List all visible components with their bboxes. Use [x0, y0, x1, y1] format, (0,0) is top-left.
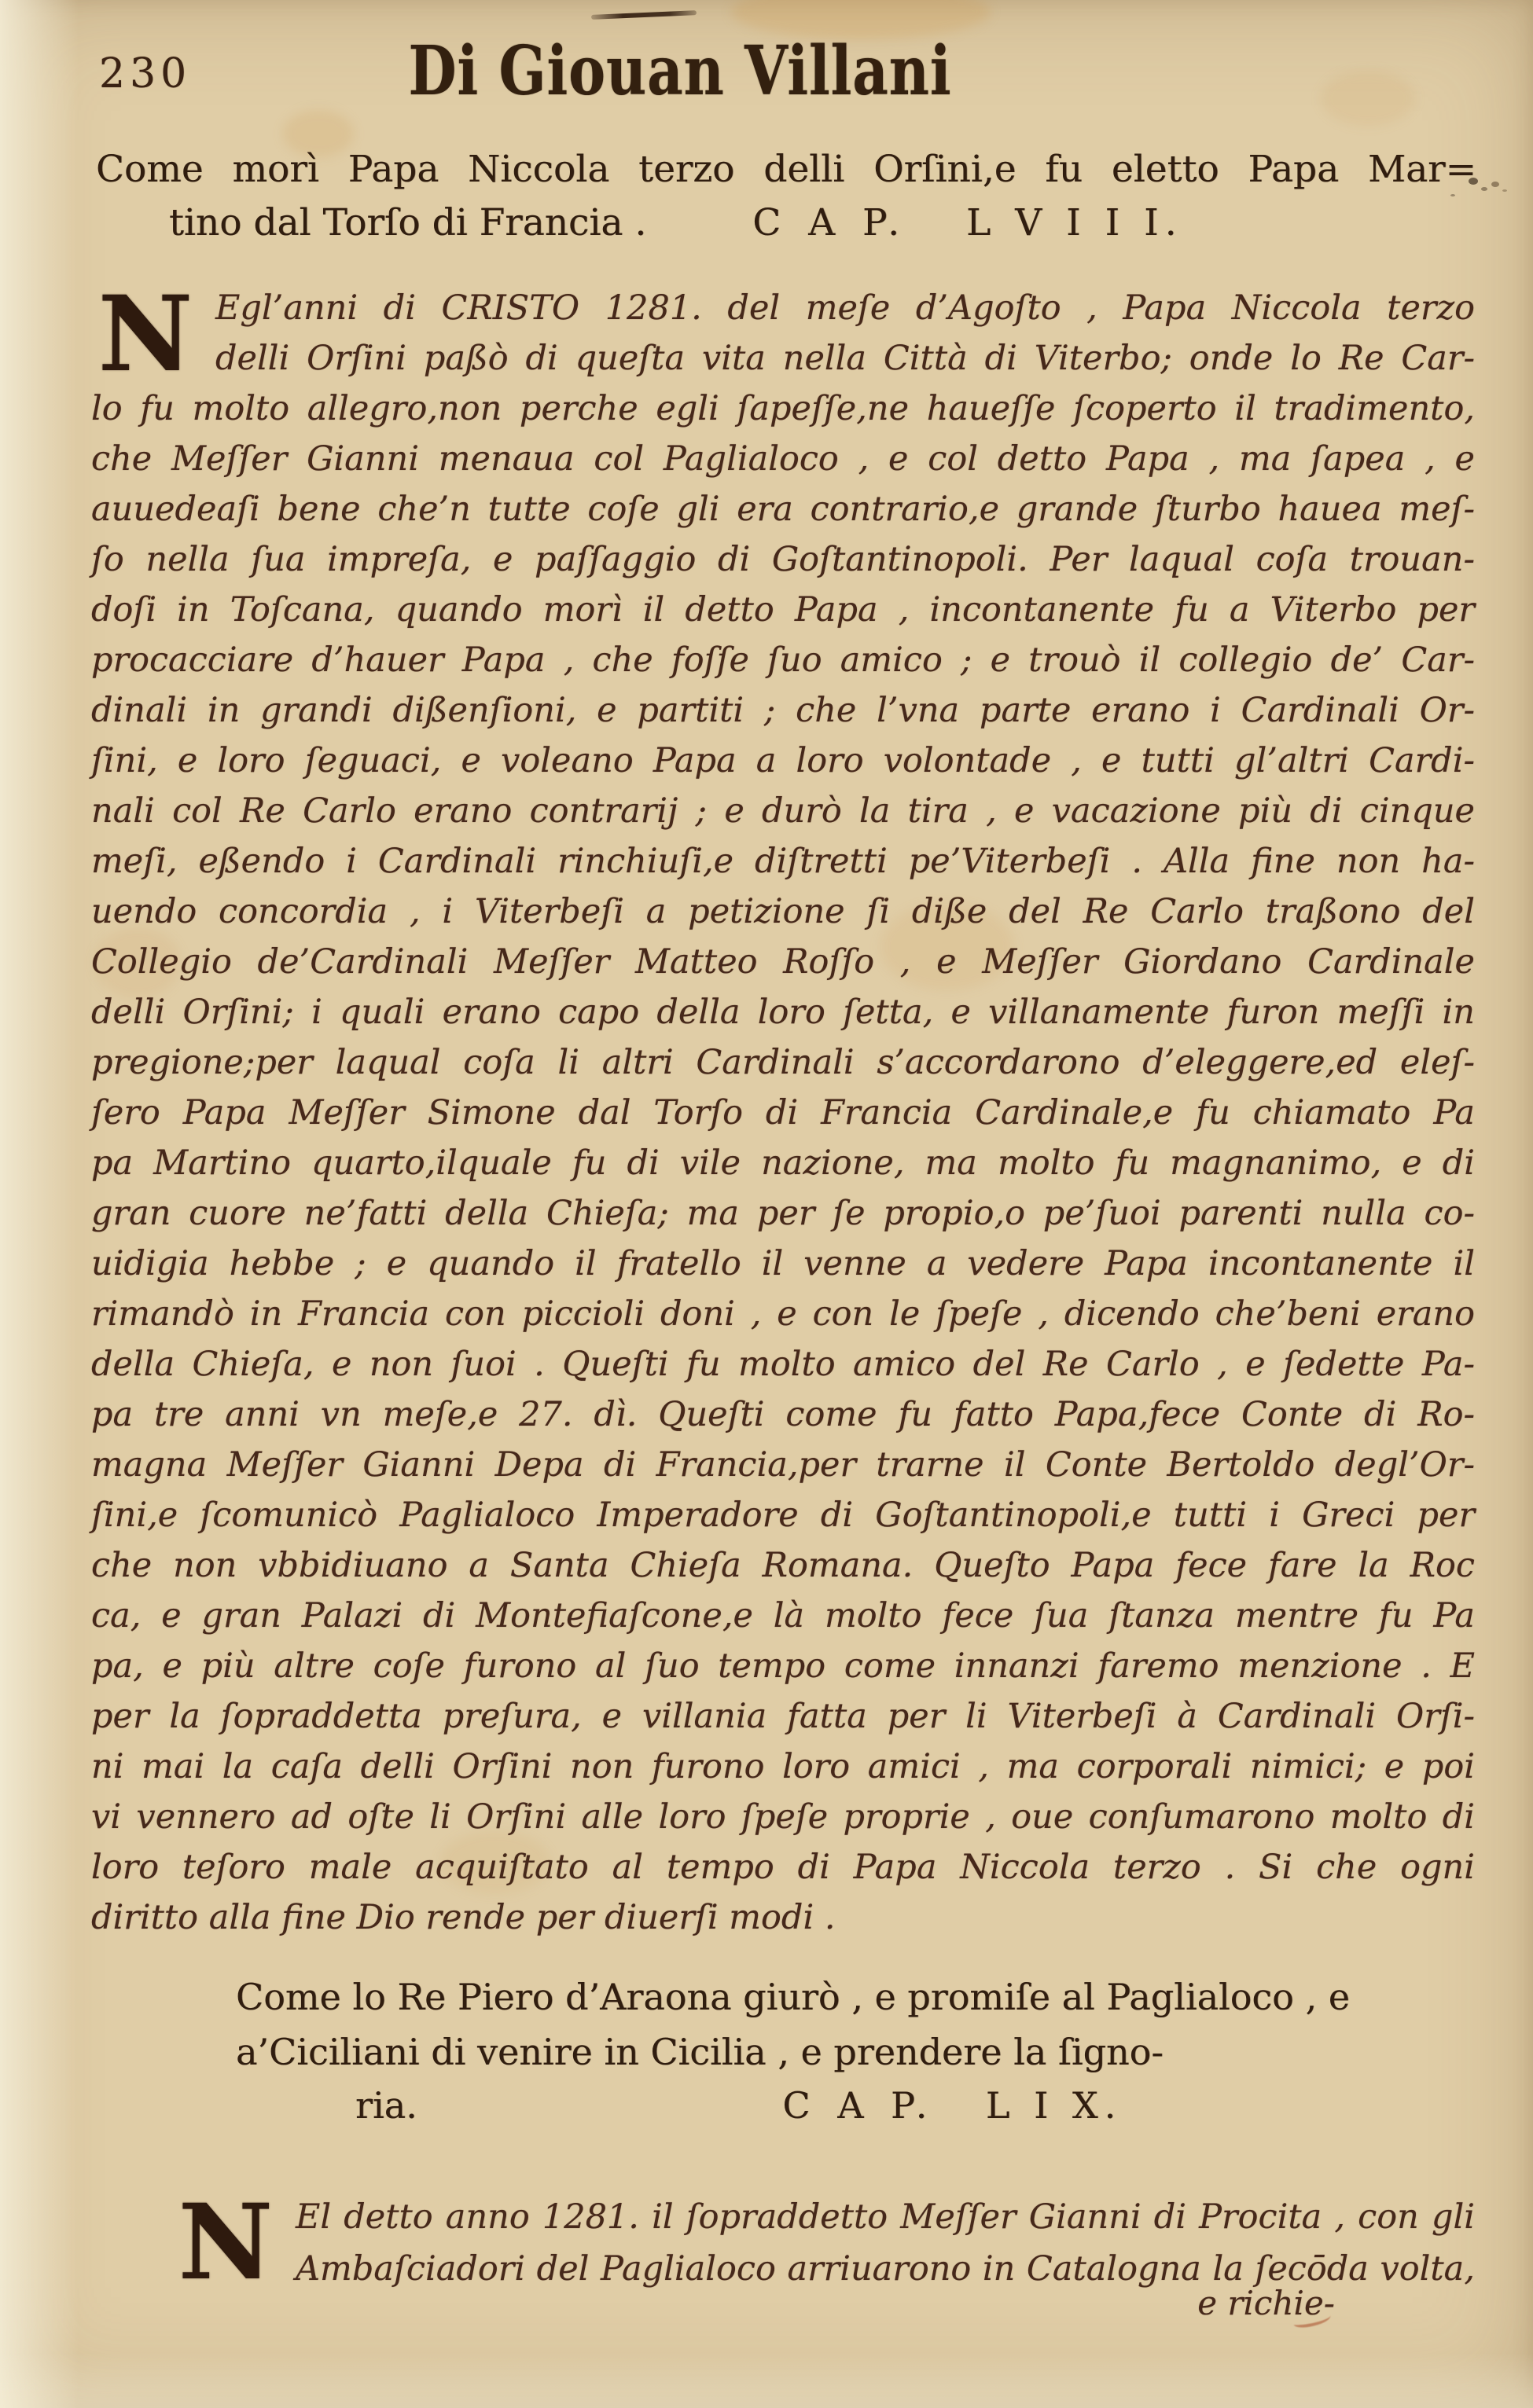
text-line: nali col Re Carlo erano contrarij ; e durò la tira , e vacazione più di cinque	[91, 791, 1475, 831]
text-line: della Chieſa, e non ſuoi . Queſti fu molto amico del Re Carlo , e ſedette Pa-	[91, 1345, 1475, 1384]
text-line: ſini,e ſcomunicò Paglialoco Imperadore di Goſtantinopoli,e tutti i Greci per	[91, 1496, 1475, 1535]
ink-dash-mark	[591, 10, 697, 20]
text-line: uendo concordia , i Viterbeſi a petizione ſi diße del Re Carlo traßono del	[91, 892, 1475, 931]
text-line: El detto anno 1281. il ſopraddetto Meſſer Gianni di Procita , con gli	[296, 2197, 1475, 2237]
text-line: loro teſoro male acquiſtato al tempo di Papa Niccola terzo . Si che ogni	[91, 1848, 1475, 1887]
text-line: ſo nella ſua impreſa, e paſſaggio di Goſtantinopoli. Per laqual coſa trouan-	[91, 540, 1475, 579]
chapter58-heading-line1: Come morì Papa Niccola terzo delli Orſini,e fu eletto Papa Mar=	[96, 148, 1476, 191]
text-line: vi vennero ad oſte li Orſini alle loro ſpeſe proprie , oue conſumarono molto di	[91, 1797, 1475, 1837]
dropcap-initial-N: N	[178, 2182, 274, 2303]
text-line: pregione;per laqual coſa li altri Cardinali s’accordarono d’eleggere,ed eleſ-	[91, 1043, 1475, 1082]
text-line: meſi, eßendo i Cardinali rinchiuſi,e diſtretti pe’Viterbeſi . Alla fine non ha-	[91, 842, 1475, 881]
folio-page-number: 230	[99, 50, 192, 97]
text-line: Egl’anni di CRISTO 1281. del meſe d’Agoſto , Papa Niccola terzo	[215, 288, 1475, 328]
chapter58-cap-label: C A P.	[752, 201, 908, 244]
running-title: Di Giouan Villani	[408, 31, 952, 111]
text-line: delli Orſini; i quali erano capo della loro ſetta, e villanamente furon meſſi in	[91, 993, 1475, 1032]
chapter59-heading-line1: Come lo Re Piero d’Araona giurò , e promiſe al Paglialoco , e	[236, 1976, 1350, 2018]
chapter58-heading-line2-text: tino dal Torſo di Francia .	[169, 201, 647, 244]
text-line: Ambaſciadori del Paglialoco arriuarono in Catalogna la ſecōda volta,	[296, 2249, 1475, 2289]
text-line: pa tre anni vn meſe,e 27. dì. Queſti come fu fatto Papa,fece Conte di Ro-	[91, 1395, 1475, 1434]
chapter59-cap-number: L I X.	[985, 2084, 1123, 2127]
chapter58-heading-line2	[169, 201, 1427, 245]
dropcap-initial-N: N	[97, 273, 193, 395]
text-line: Collegio de’Cardinali Meſſer Matteo Roſſo , e Meſſer Giordano Cardinale	[91, 942, 1475, 982]
chapter58-cap-number: L V I I I.	[966, 201, 1183, 244]
paper-stain	[1321, 71, 1415, 126]
page-left-edge	[0, 0, 79, 2408]
text-line: doſi in Toſcana, quando morì il detto Papa , incontanente fu a Viterbo per	[91, 590, 1475, 630]
text-line: pa Martino quarto,ilquale fu di vile nazione, ma molto fu magnanimo, e di	[91, 1143, 1475, 1183]
text-line: delli Orſini paßò di queſta vita nella Città di Viterbo; onde lo Re Car-	[215, 339, 1475, 378]
text-line: procacciare d’hauer Papa , che foſſe ſuo amico ; e trouò il collegio de’ Car-	[91, 641, 1475, 680]
text-line: ſini, e loro ſeguaci, e voleano Papa a loro volontade , e tutti gl’altri Cardi-	[91, 741, 1475, 780]
text-line: uidigia hebbe ; e quando il fratello il venne a vedere Papa incontanente il	[91, 1244, 1475, 1283]
text-line: pa, e più altre coſe furono al ſuo tempo come innanzi faremo menzione . E	[91, 1646, 1475, 1686]
text-line: ſero Papa Meſſer Simone dal Torſo di Francia Cardinale,e fu chiamato Pa	[91, 1093, 1475, 1132]
text-line: dinali in grandi dißenſioni, e partiti ; che l’vna parte erano i Cardinali Or-	[91, 691, 1475, 730]
text-line: gran cuore ne’fatti della Chieſa; ma per ſe propio,o pe’ſuoi parenti nulla co-	[91, 1194, 1475, 1233]
chapter59-heading-line3-text: ria.	[355, 2084, 417, 2127]
text-line: che Meſſer Gianni menaua col Paglialoco , e col detto Papa , ma ſapea , e	[91, 439, 1475, 479]
text-line: che non vbbidiuano a Santa Chieſa Romana. Queſto Papa fece fare la Roc	[91, 1546, 1475, 1585]
text-line: diritto alla fine Dio rende per diuerſi modi .	[91, 1898, 836, 1937]
text-line: ni mai la caſa delli Orſini non furono loro amici , ma corporali nimici; e poi	[91, 1747, 1475, 1786]
page-bottom-edge	[0, 2353, 1533, 2408]
chapter58-body	[91, 273, 1475, 1943]
chapter59-heading-line3	[355, 2084, 1220, 2127]
chapter59-heading-line2: a’Ciciliani di venire in Cicilia , e prendere la ſigno-	[236, 2031, 1164, 2073]
text-line: per la ſopraddetta preſura, e villania fatta per li Viterbeſi à Cardinali Orſi-	[91, 1697, 1475, 1736]
text-line: rimandò in Francia con piccioli doni , e con le ſpeſe , dicendo che’beni erano	[91, 1294, 1475, 1334]
catchword: e richie-	[1197, 2284, 1335, 2322]
text-line: auuedeaſi bene che’n tutte coſe gli era contrario,e grande ſturbo hauea meſ-	[91, 490, 1475, 529]
text-line: lo fu molto allegro,non perche egli ſapeſſe,ne haueſſe ſcoperto il tradimento,	[91, 389, 1475, 428]
text-line: magna Meſſer Gianni Depa di Francia,per trarne il Conte Bertoldo degl’Or-	[91, 1445, 1475, 1485]
chapter59-cap-label: C A P.	[782, 2084, 936, 2127]
text-line: ca, e gran Palazi di Montefiaſcone,e là molto fece ſua ſtanza mentre fu Pa	[91, 1596, 1475, 1635]
